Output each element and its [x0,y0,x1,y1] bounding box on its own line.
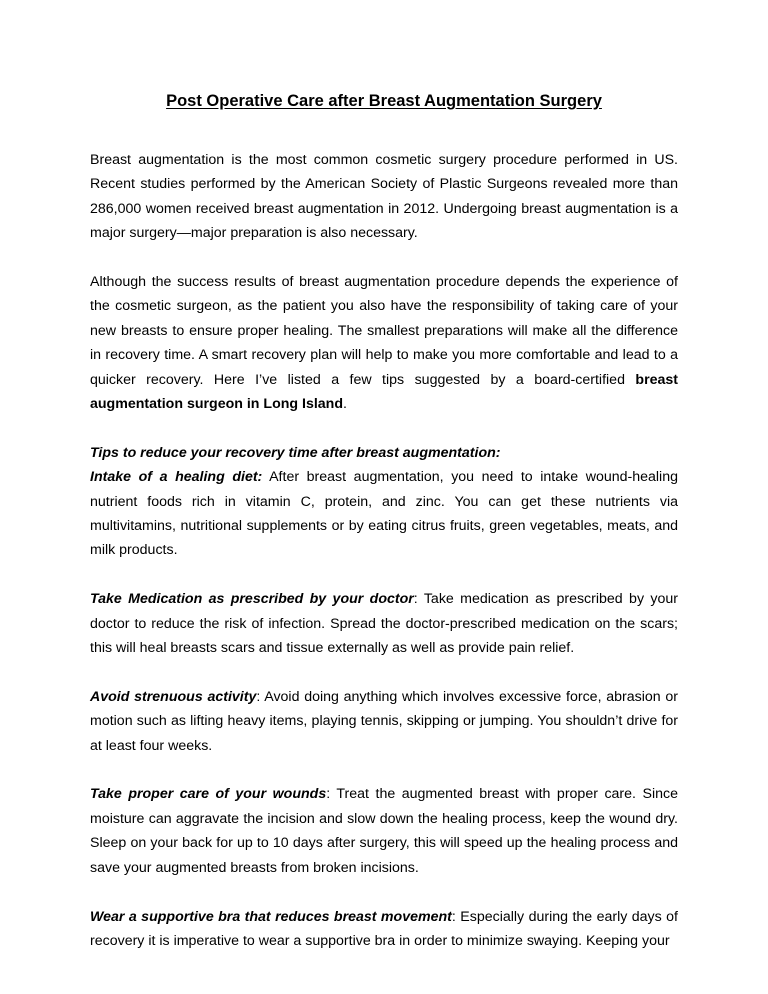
tip-text: : Treat the augmented breast with proper care. Since moisture can aggravate the incision and slow down the healing process, keep the wound dry. Sleep on your back for up to 10 days after surgery, this will speed up the healing process and save your augmented breasts from broken incisions. [90,786,678,876]
tip-paragraph [90,905,678,954]
tips-heading-text: Tips to reduce your recovery time after breast augmentation: [90,444,501,461]
tip-paragraph [90,782,678,880]
tip-heading: Take Medication as prescribed by your doctor [90,591,414,608]
surgeon-link-text: breast augmentation surgeon in Long Island [90,371,678,413]
tip-heading: Intake of a healing diet: [90,469,263,486]
tip-heading: Wear a supportive bra that reduces breast movement [90,908,452,925]
document-body [90,148,678,978]
tip-text: : Avoid doing anything which involves excessive force, abrasion or motion such as lifting heavy items, playing tennis, skipping or jumping. You shouldn’t drive for at least four weeks. [90,688,679,754]
tip-paragraph [90,465,678,563]
recovery-paragraph-text: Although the success results of breast augmentation procedure depends the experience of the cosmetic surgeon, as the patient you also have the responsibility of taking care of your new breasts to ensure proper healing. The smallest preparations will make all the difference in recovery time. A smart recovery plan will help to make you more comfortable and lead to a quicker recovery. Here I’ve listed a few tips suggested by a board-certified [90,274,678,388]
tip-heading: Take proper care of your wounds [90,786,327,803]
intro-paragraph: Breast augmentation is the most common cosmetic surgery procedure performed in US. Recent studies performed by the American Society of Plastic Surgeons revealed more than 286,000 women received breast augmentation in 2012. Undergoing breast augmentation is a major surgery—major preparation is also necessary. [90,152,678,242]
tip-paragraph [90,685,678,758]
tip-heading: Avoid strenuous activity [90,688,257,705]
tip-text: : Especially during the early days of recovery it is imperative to wear a supportive bra in order to minimize swaying. Keeping your [90,908,679,949]
document-title: Post Operative Care after Breast Augmentation Surgery [166,92,602,110]
tip-text: After breast augmentation, you need to intake wound-healing nutrient foods rich in vitamin C, protein, and zinc. You can get these nutrients via multivitamins, nutritional supplements or by eating citrus fruits, green vegetables, meats, and milk products. [90,469,678,559]
tips-heading [90,441,678,465]
tip-paragraph [90,587,678,660]
tip-text: : Take medication as prescribed by your doctor to reduce the risk of infection. Spread the doctor-prescribed medication on the scars; this will heal breasts scars and tissue externally as well as provide pain relief. [90,591,678,657]
recovery-paragraph [90,270,678,416]
recovery-paragraph-end: . [343,396,347,413]
